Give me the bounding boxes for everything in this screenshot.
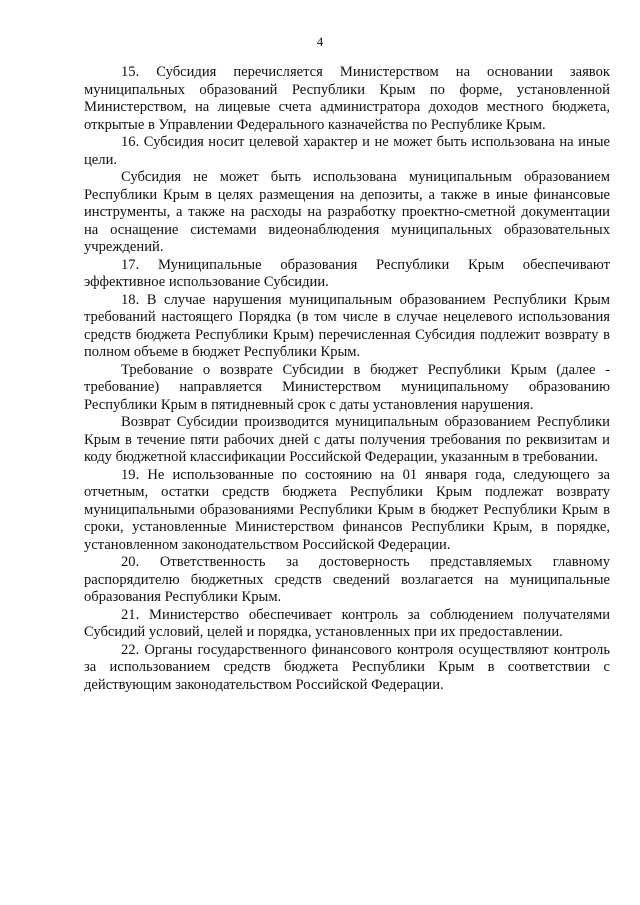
paragraph-22: 22. Органы государственного финансового контроля осуществляют контроль за использованием средств бюджета Республики Крым в соответствии с действующим законодательством Российской Федерации. (84, 641, 610, 693)
paragraph-15: 15. Субсидия перечисляется Министерством на основании заявок муниципальных образований Республики Крым по форме, установленной Министерством, на лицевые счета администратора доходов местного бюджета, открытые в Управлении Федерального казначейства по Республике Крым. (84, 64, 610, 133)
paragraph-17: 17. Муниципальные образования Республики Крым обеспечивают эффективное использование Субсидии. (84, 256, 610, 290)
paragraph-18-demand: Требование о возврате Субсидии в бюджет Республики Крым (далее - требование) направляется Министерством муниципальному образованию Республики Крым в пятидневный срок с даты установления нарушения. (84, 361, 610, 413)
paragraph-18: 18. В случае нарушения муниципальным образованием Республики Крым требований настоящего Порядка (в том числе в случае нецелевого использования средств бюджета Республики Крым) перечисленная Субсидия подлежит возврату в полном объеме в бюджет Республики Крым. (84, 291, 610, 360)
page-number: 4 (316, 34, 324, 49)
paragraph-19: 19. Не использованные по состоянию на 01 января года, следующего за отчетным, остатки средств бюджета Республики Крым подлежат возврату муниципальными образованиями Республики Крым в бюджет Республики Крым в сроки, установленные Министерством финансов Республики Крым, в порядке, установленном законодательством Российской Федерации. (84, 466, 610, 553)
paragraph-20: 20. Ответственность за достоверность представляемых главному распорядителю бюджетных средств сведений возлагается на муниципальные образования Республики Крым. (84, 554, 610, 605)
paragraph-21: 21. Министерство обеспечивает контроль за соблюдением получателями Субсидий условий, целей и порядка, установленных при их предоставлении. (84, 606, 610, 640)
paragraph-18-return: Возврат Субсидии производится муниципальным образованием Республики Крым в течение пяти рабочих дней с даты получения требования по реквизитам и коду бюджетной классификации Российской Федерации, указанным в требовании. (84, 414, 610, 465)
document-body (84, 64, 610, 694)
paragraph-16: 16. Субсидия носит целевой характер и не может быть использована на иные цели. (84, 134, 610, 168)
paragraph-16-restrictions: Субсидия не может быть использована муниципальным образованием Республики Крым в целях размещения на депозиты, а также в иные финансовые инструменты, а также на расходы на разработку проектно-сметной документации на оснащение системами видеонаблюдения муниципальных образовательных учреждений. (84, 169, 610, 255)
